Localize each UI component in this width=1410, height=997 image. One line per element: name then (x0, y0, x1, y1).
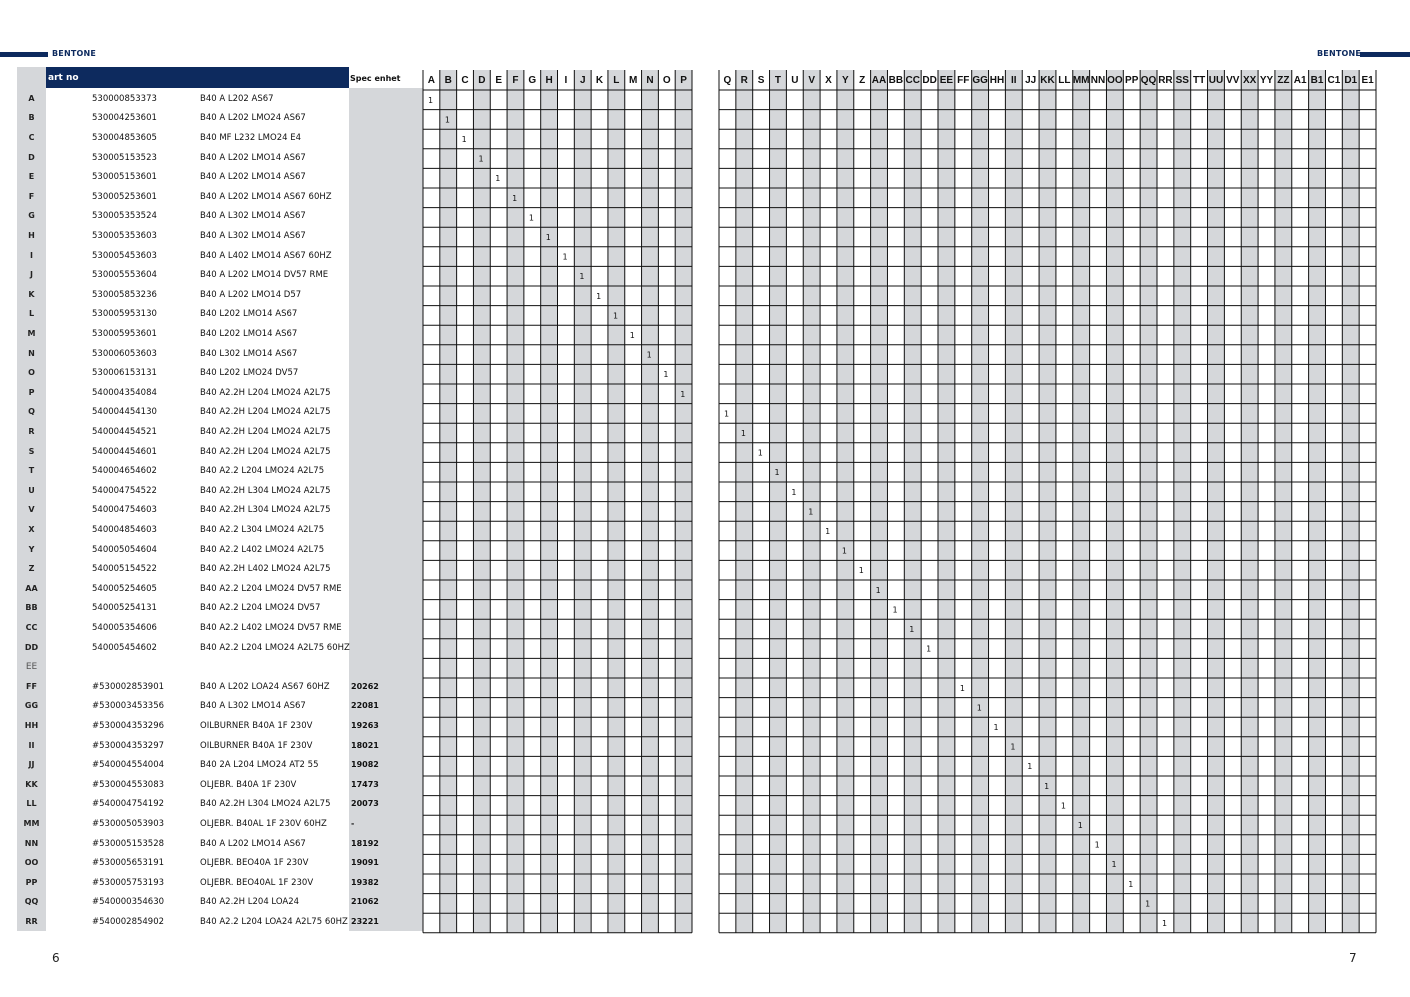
row-letter: DD (24, 642, 39, 652)
row-art-no: 540004654602 (92, 466, 157, 477)
row-description: B40 A2.2 L204 LOA24 A2L75 60HZ (200, 917, 348, 927)
column-header: P (680, 75, 687, 86)
brand-right: BENTONE (1317, 49, 1362, 58)
row-letter: G (28, 211, 35, 221)
row-description: B40 A2.2H L204 LMO24 A2L75 (200, 387, 331, 398)
row-spec: 20073 (351, 799, 379, 809)
row-letter: D (28, 152, 35, 162)
row-art-no: 530005153523 (92, 152, 157, 163)
column-header: C1 (1327, 75, 1341, 86)
column-header: T (774, 75, 782, 86)
row-art-no: 540004754603 (92, 505, 157, 516)
row-art-no: 540005254131 (92, 603, 157, 614)
row-spec: 19091 (351, 858, 379, 868)
row-letter: Z (28, 564, 35, 574)
column-header: O (662, 75, 671, 86)
row-description: OILBURNER B40A 1F 230V (200, 740, 313, 751)
cell-mark: 1 (629, 331, 635, 340)
row-description: B40 A2.2 L402 LMO24 DV57 RME (200, 623, 342, 633)
cell-mark: 1 (1060, 801, 1067, 811)
row-art-no: 540004454521 (92, 427, 157, 437)
column-header: G (528, 75, 537, 86)
column-header: SS (1175, 75, 1189, 86)
row-letter: OO (24, 858, 39, 868)
row-spec: 19382 (351, 877, 379, 887)
cell-mark: 1 (1162, 919, 1168, 928)
cell-mark: 1 (444, 115, 450, 125)
cell-mark: 1 (926, 644, 932, 654)
row-letter: R (28, 427, 35, 436)
row-description: B40 A2.2 L204 LMO24 A2L75 60HZ (200, 642, 350, 653)
row-art-no: 530005453603 (92, 250, 157, 261)
row-letter: PP (25, 877, 38, 887)
row-description: B40 2A L204 LMO24 AT2 55 (200, 760, 319, 771)
row-spec: 21062 (351, 897, 379, 907)
row-description: B40 A L202 LMO14 D57 (200, 289, 302, 300)
cell-mark: 1 (596, 291, 602, 301)
row-art-no: 540004854603 (92, 525, 157, 535)
row-art-no: 530006053603 (92, 348, 157, 359)
row-spec: 23221 (351, 917, 379, 926)
row-art-no: 530004253601 (92, 113, 157, 124)
row-description: B40 A2.2 L204 LMO24 DV57 (200, 603, 321, 614)
row-art-no: 540004454601 (92, 446, 157, 457)
row-description: B40 A2.2H L204 LMO24 A2L75 (200, 446, 331, 457)
column-header: D (478, 75, 486, 86)
column-header: J (579, 75, 586, 86)
row-description: OLJEBR. B40A 1F 230V (200, 779, 297, 790)
row-letter: A (28, 93, 35, 103)
row-art-no: #530003453356 (92, 701, 165, 712)
row-art-no: #540004554004 (92, 760, 165, 771)
row-letter: MM (23, 819, 40, 828)
column-header: VV (1226, 75, 1240, 86)
cell-mark: 1 (757, 448, 763, 458)
column-header: HH (989, 75, 1005, 86)
row-art-no: #540000354630 (92, 897, 165, 908)
row-letter: GG (24, 701, 39, 711)
row-art-no: 540005254605 (92, 583, 157, 594)
cell-mark: 1 (976, 703, 982, 713)
row-description: B40 A L202 AS67 (200, 93, 274, 104)
row-spec: 19082 (351, 760, 379, 770)
row-art-no: #540002854902 (92, 917, 165, 927)
column-header: CC (905, 75, 920, 86)
row-letter: NN (24, 838, 39, 848)
column-header: QQ (1140, 75, 1157, 86)
row-description: B40 A L202 LOA24 AS67 60HZ (200, 681, 330, 692)
row-letter: S (28, 446, 35, 456)
column-header: EE (939, 75, 954, 86)
cell-mark: 1 (461, 135, 467, 144)
column-header: GG (972, 75, 988, 86)
row-letter: U (28, 485, 35, 495)
row-letter: BB (25, 603, 38, 613)
cell-mark: 1 (993, 723, 999, 732)
column-header: JJ (1025, 75, 1037, 86)
row-description: B40 L202 LMO24 DV57 (200, 368, 299, 379)
row-art-no: 530005153601 (92, 172, 157, 183)
column-header: S (757, 75, 765, 86)
row-art-no: 540005454602 (92, 642, 157, 653)
row-letter: RR (25, 917, 38, 926)
column-header: YY (1259, 75, 1274, 86)
row-description: B40 A2.2 L304 LMO24 A2L75 (200, 525, 325, 535)
column-header: LL (1058, 75, 1071, 86)
row-art-no: 530005553604 (92, 270, 157, 281)
row-letter: T (28, 466, 35, 476)
column-header: A (427, 75, 436, 86)
row-letter: K (28, 289, 35, 299)
row-description: B40 A L202 LMO14 AS67 (200, 152, 306, 163)
row-letter: Q (28, 407, 35, 417)
header-spec-unit: Spec enhet (350, 74, 401, 83)
column-header: FF (957, 75, 970, 86)
row-letter: M (27, 329, 36, 338)
column-header: K (595, 75, 604, 86)
row-description: B40 A2.2H L304 LMO24 A2L75 (200, 485, 331, 496)
row-art-no: 540005054604 (92, 544, 157, 555)
cell-mark: 1 (892, 605, 898, 615)
row-letter: KK (25, 779, 38, 789)
row-spec: 17473 (351, 779, 379, 789)
row-description: OILBURNER B40A 1F 230V (200, 721, 313, 731)
row-art-no: 540005154522 (92, 564, 157, 575)
row-description: B40 A L202 LMO14 AS67 (200, 838, 306, 849)
row-art-no: 530004853605 (92, 133, 157, 143)
column-header: E (495, 75, 502, 86)
column-header: N (646, 75, 654, 86)
row-letter: AA (25, 583, 38, 593)
column-header: Q (723, 75, 732, 86)
row-description: OLJEBR. BEO40AL 1F 230V (200, 877, 314, 888)
row-letter: HH (24, 721, 39, 730)
row-letter: L (28, 309, 35, 319)
column-header: DD (922, 75, 937, 86)
row-art-no: #530005753193 (92, 877, 165, 888)
column-header: II (1011, 75, 1017, 86)
row-description: B40 A L302 LMO14 AS67 (200, 231, 306, 241)
row-description: B40 A L202 LMO24 AS67 (200, 113, 306, 124)
row-art-no: #530004353296 (92, 721, 165, 731)
column-header: I (564, 75, 568, 86)
row-description: B40 A2.2H L304 LMO24 A2L75 (200, 799, 331, 810)
column-header: V (808, 75, 815, 86)
cell-mark: 1 (1094, 840, 1100, 850)
column-header: NN (1090, 75, 1106, 86)
cell-mark: 1 (841, 546, 848, 556)
column-header: F (512, 75, 519, 86)
row-letter: FF (26, 681, 37, 691)
column-header: Z (859, 75, 866, 86)
cell-mark: 1 (1027, 762, 1033, 772)
column-header: XX (1242, 75, 1257, 86)
row-art-no: 540005354606 (92, 623, 157, 633)
column-header: R (740, 75, 748, 86)
cell-mark: 1 (808, 507, 814, 517)
column-header: D1 (1344, 75, 1358, 86)
row-spec: 22081 (351, 701, 379, 711)
row-spec: 20262 (351, 681, 379, 691)
row-description: B40 A L202 LMO14 DV57 RME (200, 270, 329, 281)
cell-mark: 1 (1145, 899, 1151, 909)
row-art-no: 530006153131 (92, 368, 157, 379)
row-letter: CC (25, 623, 38, 632)
column-header: OO (1107, 75, 1123, 86)
column-header: Y (842, 75, 849, 86)
cell-mark: 1 (680, 389, 686, 399)
column-header: M (628, 75, 638, 86)
row-art-no: #530005653191 (92, 858, 165, 869)
column-header: A1 (1293, 75, 1307, 86)
row-art-no: 530005853236 (92, 289, 157, 300)
row-description: B40 A2.2H L204 LMO24 A2L75 (200, 427, 331, 437)
cell-mark: 1 (1044, 781, 1050, 791)
page-number-right: 7 (1349, 951, 1357, 965)
cell-mark: 1 (774, 468, 780, 478)
cell-mark: 1 (740, 429, 746, 438)
row-spec: - (351, 819, 355, 828)
column-header: AA (871, 75, 887, 86)
row-letter: J (30, 270, 33, 280)
column-header: B1 (1310, 75, 1324, 86)
cell-mark: 1 (663, 370, 669, 380)
row-letter: F (28, 191, 35, 201)
row-letter: II (28, 740, 35, 750)
row-description: B40 L302 LMO14 AS67 (200, 348, 298, 359)
row-letter: I (30, 250, 33, 260)
row-description: OLJEBR. B40AL 1F 230V 60HZ (200, 819, 327, 829)
cell-mark: 1 (562, 252, 568, 262)
column-header: KK (1040, 75, 1055, 86)
cell-mark: 1 (724, 409, 730, 419)
cell-mark: 1 (495, 174, 501, 184)
cell-mark: 1 (428, 95, 434, 105)
column-header: B (444, 75, 452, 86)
column-header: TT (1193, 75, 1206, 86)
row-description: B40 A L302 LMO14 AS67 (200, 211, 306, 222)
row-art-no: 540004354084 (92, 387, 157, 398)
row-art-no: 530005353524 (92, 211, 157, 222)
row-art-no: #530005053903 (92, 819, 165, 829)
row-description: B40 A2.2 L204 LMO24 A2L75 (200, 466, 325, 477)
row-art-no: #530004353297 (92, 740, 165, 751)
cell-mark: 1 (612, 311, 619, 321)
column-header: C (461, 75, 469, 86)
row-description: B40 A2.2 L204 LMO24 DV57 RME (200, 583, 342, 594)
header-art-no: art no (48, 73, 79, 83)
cell-mark: 1 (646, 350, 652, 360)
row-description: B40 A L402 LMO14 AS67 60HZ (200, 250, 332, 261)
cell-mark: 1 (545, 233, 551, 242)
row-art-no: #530005153528 (92, 838, 165, 849)
row-letter: P (28, 387, 35, 397)
row-art-no: #540004754192 (92, 799, 165, 810)
cell-mark: 1 (512, 193, 518, 203)
cell-mark: 1 (528, 213, 534, 223)
row-art-no: 530000853373 (92, 93, 157, 104)
cell-mark: 1 (909, 625, 915, 634)
column-header: MM (1072, 75, 1090, 86)
column-header: BB (888, 75, 904, 86)
row-description: B40 A2.2H L402 LMO24 A2L75 (200, 564, 331, 575)
column-header: L (613, 75, 620, 86)
column-header: UU (1208, 75, 1224, 86)
row-description: B40 A2.2H L204 LOA24 (200, 897, 300, 908)
row-description: OLJEBR. BEO40A 1F 230V (200, 858, 309, 869)
row-art-no: #530002853901 (92, 681, 165, 692)
row-description: B40 A2.2H L304 LMO24 A2L75 (200, 505, 331, 516)
row-spec: 19263 (351, 721, 379, 730)
row-description: B40 L202 LMO14 AS67 (200, 329, 298, 339)
row-art-no: #530004553083 (92, 779, 165, 790)
row-art-no: 530005953601 (92, 329, 157, 339)
row-art-no: 540004754522 (92, 485, 157, 496)
page-number-left: 6 (52, 951, 60, 965)
row-description: B40 A2.2 L402 LMO24 A2L75 (200, 544, 325, 555)
row-art-no: 530005953130 (92, 309, 157, 320)
brand-left: BENTONE (52, 49, 97, 58)
row-letter: QQ (24, 897, 39, 907)
cell-mark: 1 (1128, 879, 1134, 889)
row-letter: EE (25, 662, 38, 673)
row-description: B40 MF L232 LMO24 E4 (200, 133, 301, 143)
row-letter: LL (26, 799, 37, 809)
row-letter: H (28, 231, 35, 240)
cell-mark: 1 (858, 566, 864, 576)
column-header: U (791, 75, 799, 86)
row-letter: V (28, 505, 35, 515)
row-letter: E (28, 172, 35, 182)
column-header: RR (1158, 75, 1173, 86)
cell-mark: 1 (1111, 860, 1117, 870)
row-letter: B (28, 113, 35, 123)
row-description: B40 A L302 LMO14 AS67 (200, 701, 306, 712)
column-header: PP (1125, 75, 1139, 86)
row-letter: N (28, 348, 35, 358)
cell-mark: 1 (791, 487, 797, 497)
row-description: B40 A L202 LMO14 AS67 (200, 172, 306, 183)
row-description: B40 A2.2H L204 LMO24 A2L75 (200, 407, 331, 418)
row-letter: X (28, 525, 35, 534)
row-letter: O (28, 368, 35, 378)
cell-mark: 1 (959, 683, 965, 693)
row-art-no: 540004454130 (92, 407, 157, 418)
row-letter: Y (28, 544, 35, 554)
cell-mark: 1 (478, 154, 484, 164)
row-art-no: 530005353603 (92, 231, 157, 241)
row-spec: 18192 (351, 838, 379, 848)
column-header: X (825, 75, 832, 86)
row-description: B40 L202 LMO14 AS67 (200, 309, 298, 320)
column-header: E1 (1361, 75, 1374, 86)
row-description: B40 A L202 LMO14 AS67 60HZ (200, 191, 332, 202)
cell-mark: 1 (825, 527, 831, 536)
cell-mark: 1 (875, 585, 881, 595)
row-art-no: 530005253601 (92, 191, 157, 202)
cell-mark: 1 (1077, 821, 1083, 830)
cell-mark: 1 (579, 272, 585, 282)
row-letter: JJ (28, 760, 35, 770)
cell-mark: 1 (1010, 742, 1016, 752)
row-spec: 18021 (351, 740, 379, 750)
column-header: ZZ (1277, 75, 1290, 86)
column-header: H (545, 75, 553, 86)
row-letter: C (28, 133, 35, 142)
